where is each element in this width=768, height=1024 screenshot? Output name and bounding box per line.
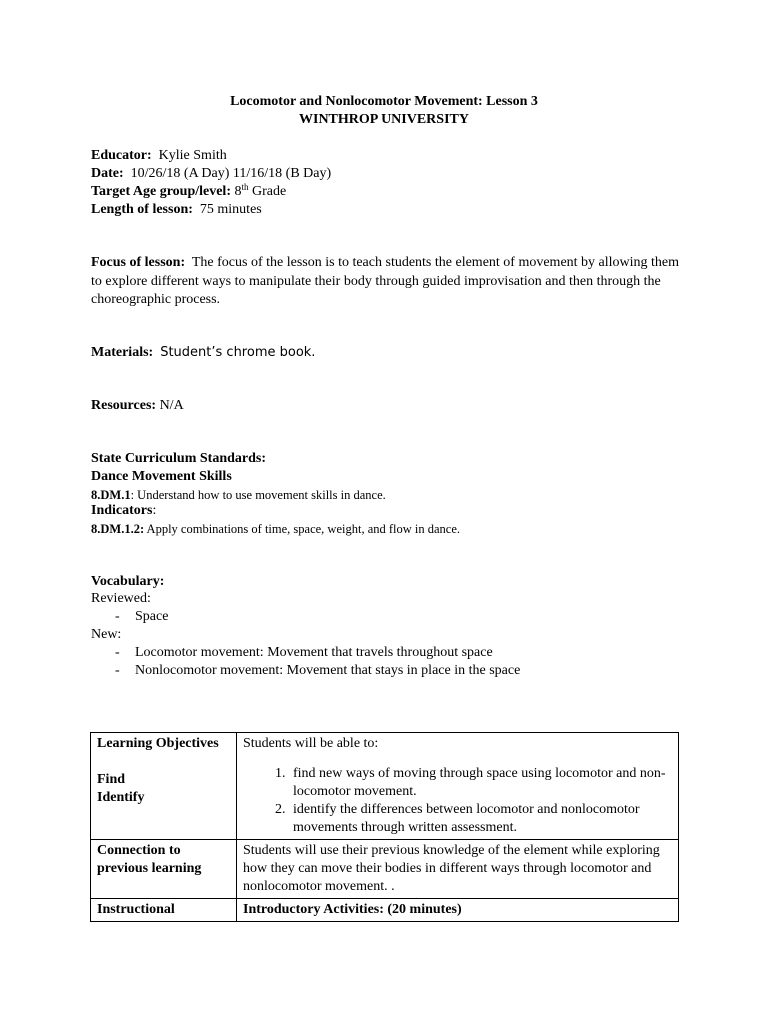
indicators-line	[91, 502, 156, 520]
table-row	[91, 733, 679, 840]
table-row	[91, 899, 679, 922]
bullet-dash: -	[115, 645, 120, 660]
resources-label: Resources:	[91, 398, 157, 413]
date-value: 10/26/18 (A Day) 11/16/18 (B Day)	[130, 166, 332, 181]
resources-value: N/A	[159, 398, 184, 413]
indicator-text: Apply combinations of time, space, weight, and flow in dance.	[144, 522, 461, 536]
materials-value: Student’s chrome book.	[160, 345, 316, 360]
connection-head-cell	[91, 840, 237, 899]
materials-line	[91, 344, 315, 362]
reviewed-label: Reviewed:	[91, 591, 151, 606]
connection-head-line1: Connection to	[97, 843, 181, 858]
educator-label: Educator:	[91, 148, 152, 163]
focus-text: The focus of the lesson is to teach students the element of movement by allowing them to explore different ways to manipulate their body through guided improvisation and then through the choreographic process.	[91, 255, 680, 307]
indicator-line	[91, 520, 460, 538]
objectives-verb-identify: Identify	[97, 790, 145, 805]
objectives-intro: Students will be able to:	[243, 736, 379, 751]
standards-subheading: Dance Movement Skills	[91, 469, 232, 484]
indicators-label: Indicators	[91, 503, 153, 518]
lesson-title: Locomotor and Nonlocomotor Movement: Lesson 3	[230, 94, 538, 109]
table-row	[91, 840, 679, 899]
list-item: 2. identify the differences between locomotor and nonlocomotor movements through written assessment.	[289, 801, 672, 837]
new-item	[115, 662, 520, 680]
age-value-sup: th	[241, 182, 249, 192]
indicator-code: 8.DM.1.2:	[91, 522, 145, 536]
institution-name: WINTHROP UNIVERSITY	[299, 112, 469, 127]
focus-label: Focus of lesson:	[91, 255, 186, 270]
age-line	[91, 183, 286, 201]
age-label: Target Age group/level:	[91, 184, 231, 199]
new-item	[115, 644, 493, 662]
connection-body-cell: Students will use their previous knowledge of the element while exploring how they can move their bodies in different ways through locomotor and nonlocomotor movement. .	[237, 840, 679, 899]
date-line	[91, 165, 331, 183]
length-label: Length of lesson:	[91, 202, 193, 217]
standard-code: 8.DM.1	[91, 488, 131, 502]
new-item-text: Locomotor movement: Movement that travels throughout space	[135, 645, 493, 660]
new-label: New:	[91, 627, 122, 642]
educator-line	[91, 147, 227, 165]
new-item-text: Nonlocomotor movement: Movement that stays in place in the space	[135, 663, 521, 678]
standards-heading: State Curriculum Standards:	[91, 451, 267, 466]
age-value-num: 8	[234, 184, 242, 199]
list-item: 1. find new ways of moving through space using locomotor and non- locomotor movement.	[289, 765, 672, 801]
date-label: Date:	[91, 166, 124, 181]
lesson-table	[90, 732, 679, 922]
age-value-rest: Grade	[248, 184, 287, 199]
length-value: 75 minutes	[199, 202, 262, 217]
indicators-colon: :	[152, 503, 157, 518]
reviewed-item	[115, 608, 168, 626]
vocabulary-heading: Vocabulary:	[91, 574, 165, 589]
standard-text: : Understand how to use movement skills in dance.	[130, 488, 386, 502]
objectives-head-cell	[91, 733, 237, 840]
instructional-body-cell: Introductory Activities: (20 minutes)	[237, 899, 679, 922]
length-line	[91, 201, 262, 219]
instructional-head-cell: Instructional	[91, 899, 237, 922]
educator-value: Kylie Smith	[158, 148, 227, 163]
objectives-list	[243, 765, 672, 837]
resources-line	[91, 397, 184, 415]
bullet-dash: -	[115, 609, 120, 624]
objectives-body-cell	[237, 733, 679, 840]
objectives-head: Learning Objectives	[97, 736, 219, 751]
materials-label: Materials:	[91, 345, 154, 360]
reviewed-item-text: Space	[135, 609, 169, 624]
connection-head-line2: previous learning	[97, 861, 202, 876]
objectives-verb-find: Find	[97, 772, 126, 787]
bullet-dash: -	[115, 663, 120, 678]
focus-paragraph	[91, 254, 681, 310]
